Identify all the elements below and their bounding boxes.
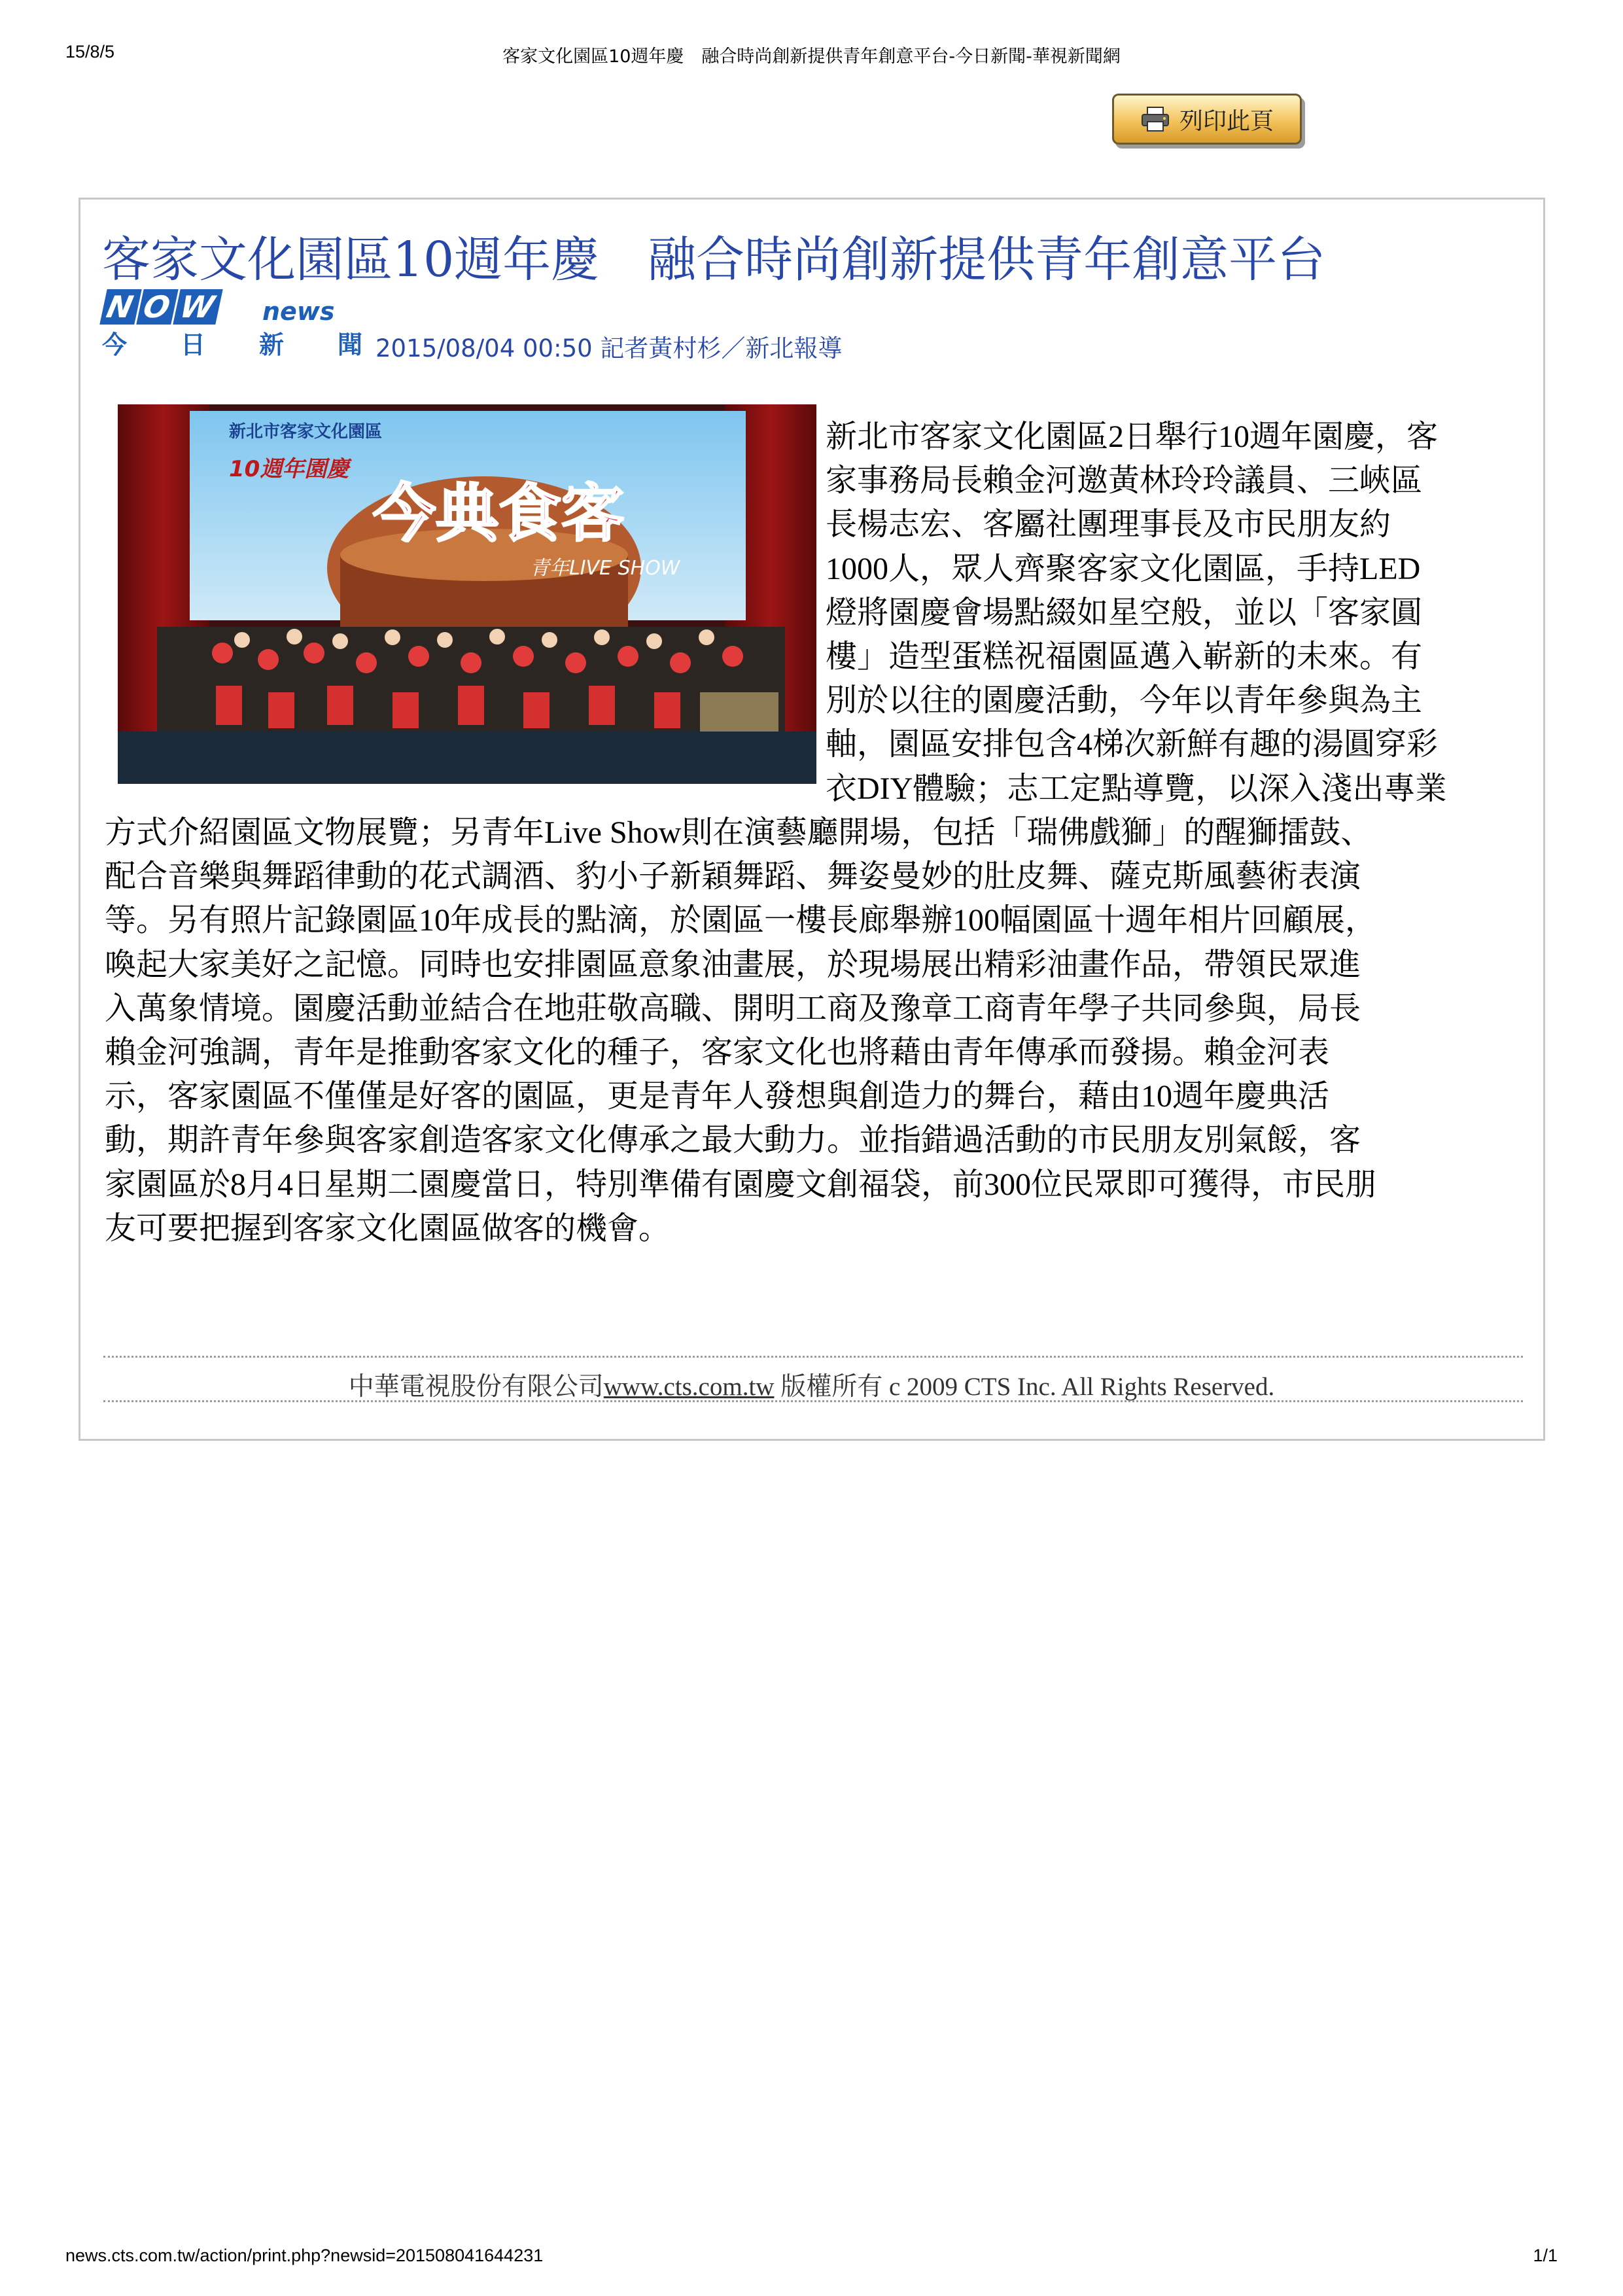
body-line: 樓」造型蛋糕祝福園區邁入嶄新的未來。有 xyxy=(826,639,1423,675)
body-line: 示，客家園區不僅僅是好客的園區，更是青年人發想與創造力的舞台，藉由10週年慶典活 xyxy=(105,1079,1330,1114)
logo-char: 聞 xyxy=(338,330,363,359)
footer-company: 中華電視股份有限公司 xyxy=(348,1373,604,1401)
printer-icon xyxy=(1140,106,1170,132)
logo-news-text: news xyxy=(262,297,335,326)
body-line: 軸，園區安排包含4梯次新鮮有趣的湯圓穿彩 xyxy=(826,727,1439,762)
logo-char: 今 xyxy=(102,330,128,359)
footer-divider-top xyxy=(103,1356,1523,1358)
body-line: 方式介紹園區文物展覽；另青年Live Show則在演藝廳開場，包括「瑞佛戲獅」的醒獅擂鼓、 xyxy=(105,815,1372,850)
footer-divider-bottom xyxy=(103,1400,1523,1402)
banner-org-text: 新北市客家文化園區 xyxy=(229,422,383,442)
article-title: 客家文化園區10週年慶 融合時尚創新提供青年創意平台 xyxy=(102,232,1326,288)
body-line: 新北市客家文化園區2日舉行10週年園慶，客 xyxy=(826,419,1439,454)
print-url: news.cts.com.tw/action/print.php?newsid=201508041644231 xyxy=(65,2246,544,2265)
logo-letter: O xyxy=(136,289,179,325)
article-photo xyxy=(118,404,816,784)
body-line: 家園區於8月4日星期二園慶當日，特別準備有園慶文創福袋，前300位民眾即可獲得，市民朋 xyxy=(105,1167,1377,1202)
body-line: 喚起大家美好之記憶。同時也安排園區意象油畫展，於現場展出精彩油畫作品，帶領民眾進 xyxy=(105,947,1361,982)
article-byline xyxy=(375,328,842,364)
article-reporter: 記者黃村杉／新北報導 xyxy=(600,334,843,362)
logo-char: 日 xyxy=(181,330,206,359)
article-body-full xyxy=(105,811,1376,1250)
print-page-title: 客家文化園區10週年慶 融合時尚創新提供青年創意平台-今日新聞-華視新聞網 xyxy=(502,46,1121,67)
logo-char: 新 xyxy=(259,330,285,359)
body-line: 等。另有照片記錄園區10年成長的點滴，於園區一樓長廊舉辦100幅園區十週年相片回顧展， xyxy=(105,903,1377,938)
logo-letter: W xyxy=(173,289,222,325)
banner-sub-text: 10週年園慶 xyxy=(229,456,349,482)
footer-rights: 版權所有 c 2009 CTS Inc. All Rights Reserved. xyxy=(774,1373,1275,1401)
body-line: 友可要把握到客家文化園區做客的機會。 xyxy=(105,1210,671,1246)
cts-link[interactable]: www.cts.com.tw xyxy=(603,1373,775,1401)
print-page-button[interactable] xyxy=(1112,94,1302,145)
body-line: 動，期許青年參與客家創造客家文化傳承之最大動力。並指錯過活動的市民朋友別氣餒，客 xyxy=(105,1123,1361,1158)
print-page-number: 1/1 xyxy=(1533,2246,1558,2265)
body-line: 長楊志宏、客屬社團理事長及市民朋友約 xyxy=(826,507,1391,542)
body-line: 衣DIY體驗；志工定點導覽，以深入淺出專業 xyxy=(826,771,1447,806)
body-line: 家事務局長賴金河邀黃林玲玲議員、三峽區 xyxy=(826,463,1423,499)
body-line: 燈將園慶會場點綴如星空般，並以「客家圓 xyxy=(826,595,1423,630)
copyright-footer xyxy=(0,1366,1623,1403)
body-line: 入萬象情境。園慶活動並結合在地莊敬高職、開明工商及豫章工商青年學子共同參與，局長 xyxy=(105,991,1361,1026)
body-line: 別於以往的園慶活動，今年以青年參與為主 xyxy=(826,683,1423,718)
article-body-wrapped xyxy=(826,415,1446,811)
body-line: 賴金河強調，青年是推動客家文化的種子，客家文化也將藉由青年傳承而發揚。賴金河表 xyxy=(105,1035,1330,1070)
body-line: 配合音樂與舞蹈律動的花式調酒、豹小子新穎舞蹈、舞姿曼妙的肚皮舞、薩克斯風藝術表演 xyxy=(105,859,1361,894)
banner-main-text: 今典食客 xyxy=(373,476,624,550)
logo-letter: N xyxy=(99,289,141,325)
article-date: 2015/08/04 00:50 xyxy=(375,334,593,362)
banner-tag-text: 青年LIVE SHOW xyxy=(530,557,680,580)
nownews-logo xyxy=(102,288,364,360)
print-date: 15/8/5 xyxy=(65,42,115,62)
body-line: 1000人，眾人齊聚客家文化園區，手持LED xyxy=(826,551,1421,586)
print-button-label: 列印此頁 xyxy=(1179,107,1274,135)
